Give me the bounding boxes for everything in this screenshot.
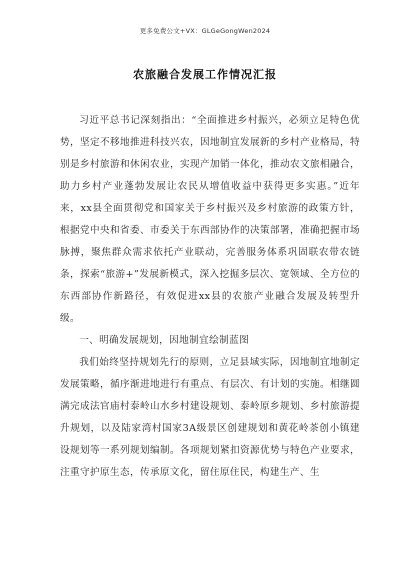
- section-heading: 一、明确发展规划，因地制宜绘制蓝图: [79, 335, 250, 346]
- header-note: 更多免费公文+VX：GLGeGongWen2024: [139, 27, 271, 35]
- section-paragraph: 我们始终坚持规划先行的原则，立足县域实际，因地制宜地制定发展策略，循序渐进地进行有重点、有层次、有计划的实施。相继圆满完成法官庙村泰岭山水乡村建设规划、泰岭原乡规划、乡村旅游提升规划，以及陆家湾村国家3A级景区创建规划和黄花岭茶创小镇建设规划等一系列规划编制。各项规划紧扣资源优势与特色产业要求，注重守护原生态，传承原文化，留住原住民，构建生产、生: [60, 357, 360, 478]
- document-body: [60, 110, 360, 484]
- document-title: 农旅融合发展工作情况汇报: [133, 68, 277, 81]
- intro-paragraph: 习近平总书记深刻指出：“全面推进乡村振兴，必须立足特色优势，坚定不移地推进科技兴农，因地制宜发展新的乡村产业格局，特别是乡村旅游和休闲农业，实现产加销一体化，推动农文旅相融合，助力乡村产业蓬勃发展让农民从增值收益中获得更多实惠。”近年来，xx县全面贯彻党和国家关于乡村振兴及乡村旅游的政策方针，根据党中央和省委、市委关于东西部协作的决策部署，准确把握市场脉搏，聚焦群众需求依托产业联动，完善服务体系巩固联农带农链条，探索“旅游+”发展新模式，深入挖掘多层次、宽领域、全方位的东西部协作新路径，有效促进xx县的农旅产业融合发展及转型升级。: [60, 115, 360, 324]
